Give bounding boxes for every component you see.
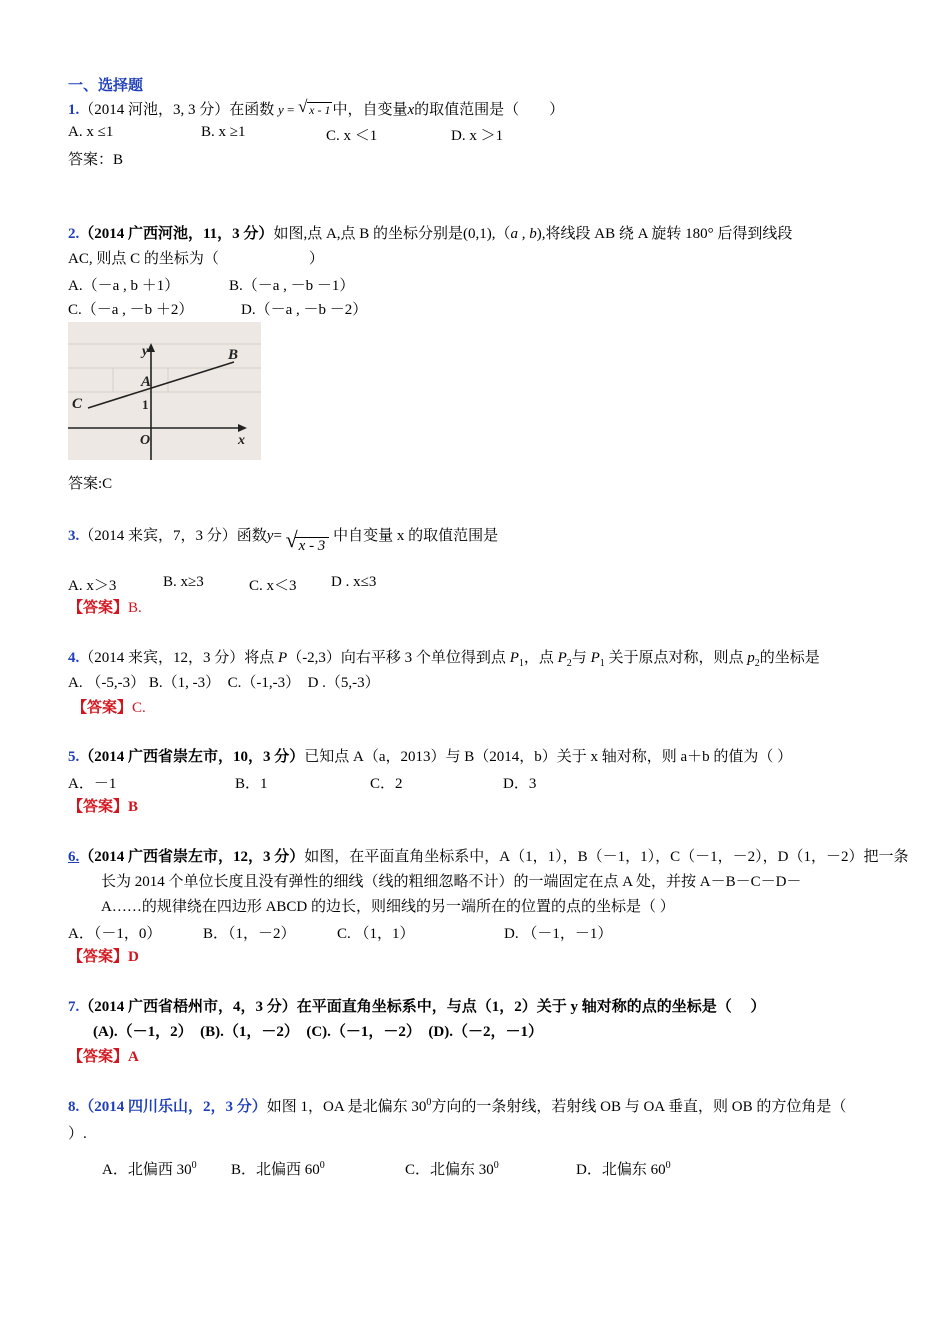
q8-stem-a: 如图 1，OA 是北偏东 30: [266, 1099, 427, 1115]
q8-option-b-deg: 0: [319, 1160, 325, 1171]
q1-option-b: B. x ≥1: [201, 124, 246, 140]
q2-stem: [68, 224, 792, 244]
q7-answer-tag: 【答案】: [68, 1049, 129, 1065]
q3-fn-y: y: [266, 528, 274, 544]
q3-radicand: x - 3: [295, 537, 330, 554]
q4-options: A. （-5,-3） B.（1, -3） C.（-1,-3） D .（5,-3）: [68, 675, 380, 691]
q4-p1b: P: [590, 650, 600, 666]
q1-stem: [68, 97, 565, 120]
q4-sub2b: 2: [754, 658, 760, 669]
q7-answer: [68, 1047, 139, 1067]
q3-sqrt: √ x - 3: [286, 536, 330, 556]
q4-sub2: 2: [566, 658, 572, 669]
q6-option-a: A．（－1，0）: [68, 926, 162, 942]
q8-option-c-deg: 0: [493, 1160, 499, 1171]
q8-option-c: [405, 1158, 499, 1179]
q6-stem-line2: 长为 2014 个单位长度且没有弹性的细线（线的粗细忽略不计）的一端固定在点 A 处，并按 A－B－C－D－: [101, 874, 802, 890]
q5-stem-text: 已知点 A（a，2013）与 B（2014，b）关于 x 轴对称，则 a＋b 的值为（ ）: [304, 749, 793, 765]
q8-option-d-text: D．北偏东 60: [576, 1162, 666, 1178]
q8-option-a: [102, 1158, 197, 1179]
q7-answer-value: A: [128, 1049, 139, 1065]
q2-stem-ab: a , b: [510, 226, 537, 242]
q4-p: P: [278, 650, 288, 666]
q3-option-a: A. x＞3: [68, 578, 117, 594]
q7-stem-text: （2014 广西省梧州市，4，3 分）在平面直角坐标系中，与点（1，2）关于 y 轴对称的点的坐标是（ ）: [79, 999, 766, 1015]
q2-option-d: D.（－a , －b －2）: [241, 302, 368, 318]
q6-stem-1: 如图，在平面直角坐标系中，A（1，1），B（－1，1），C（－1，－2），D（1，－2）把一条: [304, 849, 909, 865]
label-y: y: [142, 344, 149, 359]
q8-option-c-text: C．北偏东 30: [405, 1162, 494, 1178]
q5-option-c: C．2: [370, 776, 403, 792]
label-c: C: [72, 396, 83, 412]
q8-option-a-text: A．北偏西 30: [102, 1162, 192, 1178]
q2-stem-b: ),将线段 AB 绕 A 旋转 180° 后得到线段: [536, 226, 793, 242]
q4-answer: [72, 698, 146, 718]
q8-stem-b: 方向的一条射线，若射线 OB 与 OA 垂直，则 OB 的方位角是（: [431, 1099, 847, 1115]
label-b: B: [228, 347, 239, 363]
q7-number: 7.: [68, 999, 80, 1015]
q2-option-b: B.（－a , －b －1）: [229, 278, 355, 294]
q6-answer-value: D: [128, 949, 139, 965]
q4-stem: [68, 648, 820, 668]
label-1: 1: [142, 397, 149, 412]
q2-figure-svg: [68, 322, 261, 460]
q1-option-a: A. x ≤1: [68, 124, 114, 140]
q1-option-d: D. x ＞1: [451, 128, 504, 144]
q8-source: （2014 四川乐山，2，3 分）: [79, 1099, 267, 1115]
q5-source: （2014 广西省崇左市，10，3 分）: [79, 749, 305, 765]
q5-option-d: D．3: [503, 776, 537, 792]
q1-fn-y: y: [278, 102, 284, 117]
q4-stem-d: 与: [571, 650, 587, 666]
q4-number: 4.: [68, 650, 80, 666]
q2-stem-line2: AC, 则点 C 的坐标为（ ）: [68, 251, 324, 267]
q8-deg: 0: [426, 1097, 432, 1108]
q5-stem: [68, 747, 792, 767]
q6-source: （2014 广西省崇左市，12，3 分）: [79, 849, 305, 865]
q3-answer-value: B.: [128, 600, 142, 616]
q1-stem-b: 中，自变量: [332, 102, 408, 118]
q4-stem-c: ，点: [523, 650, 554, 666]
q6-option-c: C. （1，1）: [337, 926, 415, 942]
q1-answer: 答案：B: [68, 152, 124, 168]
q4-stem-a: （2014 来宾，12，3 分）将点: [79, 650, 275, 666]
q2-option-c: C.（－a , －b ＋2）: [68, 302, 194, 318]
q5-number: 5.: [68, 749, 80, 765]
q3-option-b: B. x≥3: [163, 574, 204, 590]
q6-option-d: D. （－1，－1）: [504, 926, 613, 942]
q1-stem-a: （2014 河池，3, 3 分）在函数: [79, 102, 275, 118]
q6-number: 6.: [68, 849, 80, 865]
q2-figure: [68, 322, 261, 460]
q3-option-c: C. x＜3: [249, 578, 297, 594]
q4-sub1: 1: [518, 658, 524, 669]
label-x: x: [238, 433, 245, 448]
q3-answer-tag: 【答案】: [68, 600, 129, 616]
q4-answer-tag: 【答案】: [72, 700, 133, 716]
q3-number: 3.: [68, 528, 80, 544]
q6-stem: [68, 847, 908, 867]
q4-stem-f: 的坐标是: [759, 650, 820, 666]
q1-radicand: x - 1: [309, 103, 331, 117]
q3-stem: [68, 526, 499, 554]
q8-option-b-text: B．北偏西 60: [231, 1162, 320, 1178]
q8-stem: [68, 1097, 846, 1117]
label-o: O: [140, 433, 151, 448]
q1-stem-c: 的取值范围是（ ）: [414, 102, 565, 118]
q1-number: 1.: [68, 102, 80, 118]
q4-sub1b: 1: [599, 658, 605, 669]
label-a: A: [141, 374, 152, 390]
q3-fn-eq: =: [273, 528, 282, 544]
q4-p2: P: [557, 650, 567, 666]
q1-option-c: C. x ＜1: [326, 128, 378, 144]
q6-answer-tag: 【答案】: [68, 949, 129, 965]
q4-stem-e: 关于原点对称，则点: [608, 650, 744, 666]
q8-option-d-deg: 0: [665, 1160, 671, 1171]
q6-stem-line3: A……的规律绕在四边形 ABCD 的边长，则细线的另一端所在的位置的点的坐标是（ ）: [101, 899, 675, 915]
q4-p1: P: [509, 650, 519, 666]
q8-number: 8.: [68, 1099, 80, 1115]
q4-pp: p: [747, 650, 755, 666]
q5-answer: [68, 797, 138, 817]
q2-answer: 答案:C: [68, 476, 113, 492]
section-title: 一、选择题: [68, 78, 144, 94]
q3-stem-b: 中自变量 x 的取值范围是: [333, 528, 499, 544]
q3-stem-a: （2014 来宾，7，3 分）函数: [79, 528, 267, 544]
q1-var-x: x: [407, 102, 415, 118]
q8-option-a-deg: 0: [191, 1160, 197, 1171]
q7-stem: [68, 997, 766, 1017]
q5-option-a: A．－1: [68, 776, 117, 792]
q2-source: （2014 广西河池，11，3 分）: [79, 226, 274, 242]
q3-option-d: D . x≤3: [331, 574, 377, 590]
q7-options: (A).（－1，2） (B).（1，－2） (C).（－1，－2） (D).（－2，－1）: [93, 1024, 543, 1040]
q8-option-d: [576, 1158, 671, 1179]
q1-fn-eq: =: [283, 102, 295, 117]
q6-answer: [68, 947, 139, 967]
q5-answer-value: B: [128, 799, 139, 815]
q5-answer-tag: 【答案】: [68, 799, 129, 815]
q8-option-b: [231, 1158, 325, 1179]
q4-stem-b: （-2,3）向右平移 3 个单位得到点: [287, 650, 506, 666]
q8-stem-line2: ）.: [68, 1126, 87, 1142]
q2-option-a: A.（－a , b ＋1）: [68, 278, 180, 294]
q6-option-b: B．（1，－2）: [203, 926, 296, 942]
q2-number: 2.: [68, 226, 80, 242]
q5-option-b: B．1: [235, 776, 268, 792]
q4-answer-value: C.: [132, 700, 146, 716]
q3-answer: [68, 598, 142, 618]
q1-sqrt: √ x - 1: [298, 97, 331, 117]
q2-stem-a: 如图,点 A,点 B 的坐标分别是(0,1),（: [273, 226, 511, 242]
